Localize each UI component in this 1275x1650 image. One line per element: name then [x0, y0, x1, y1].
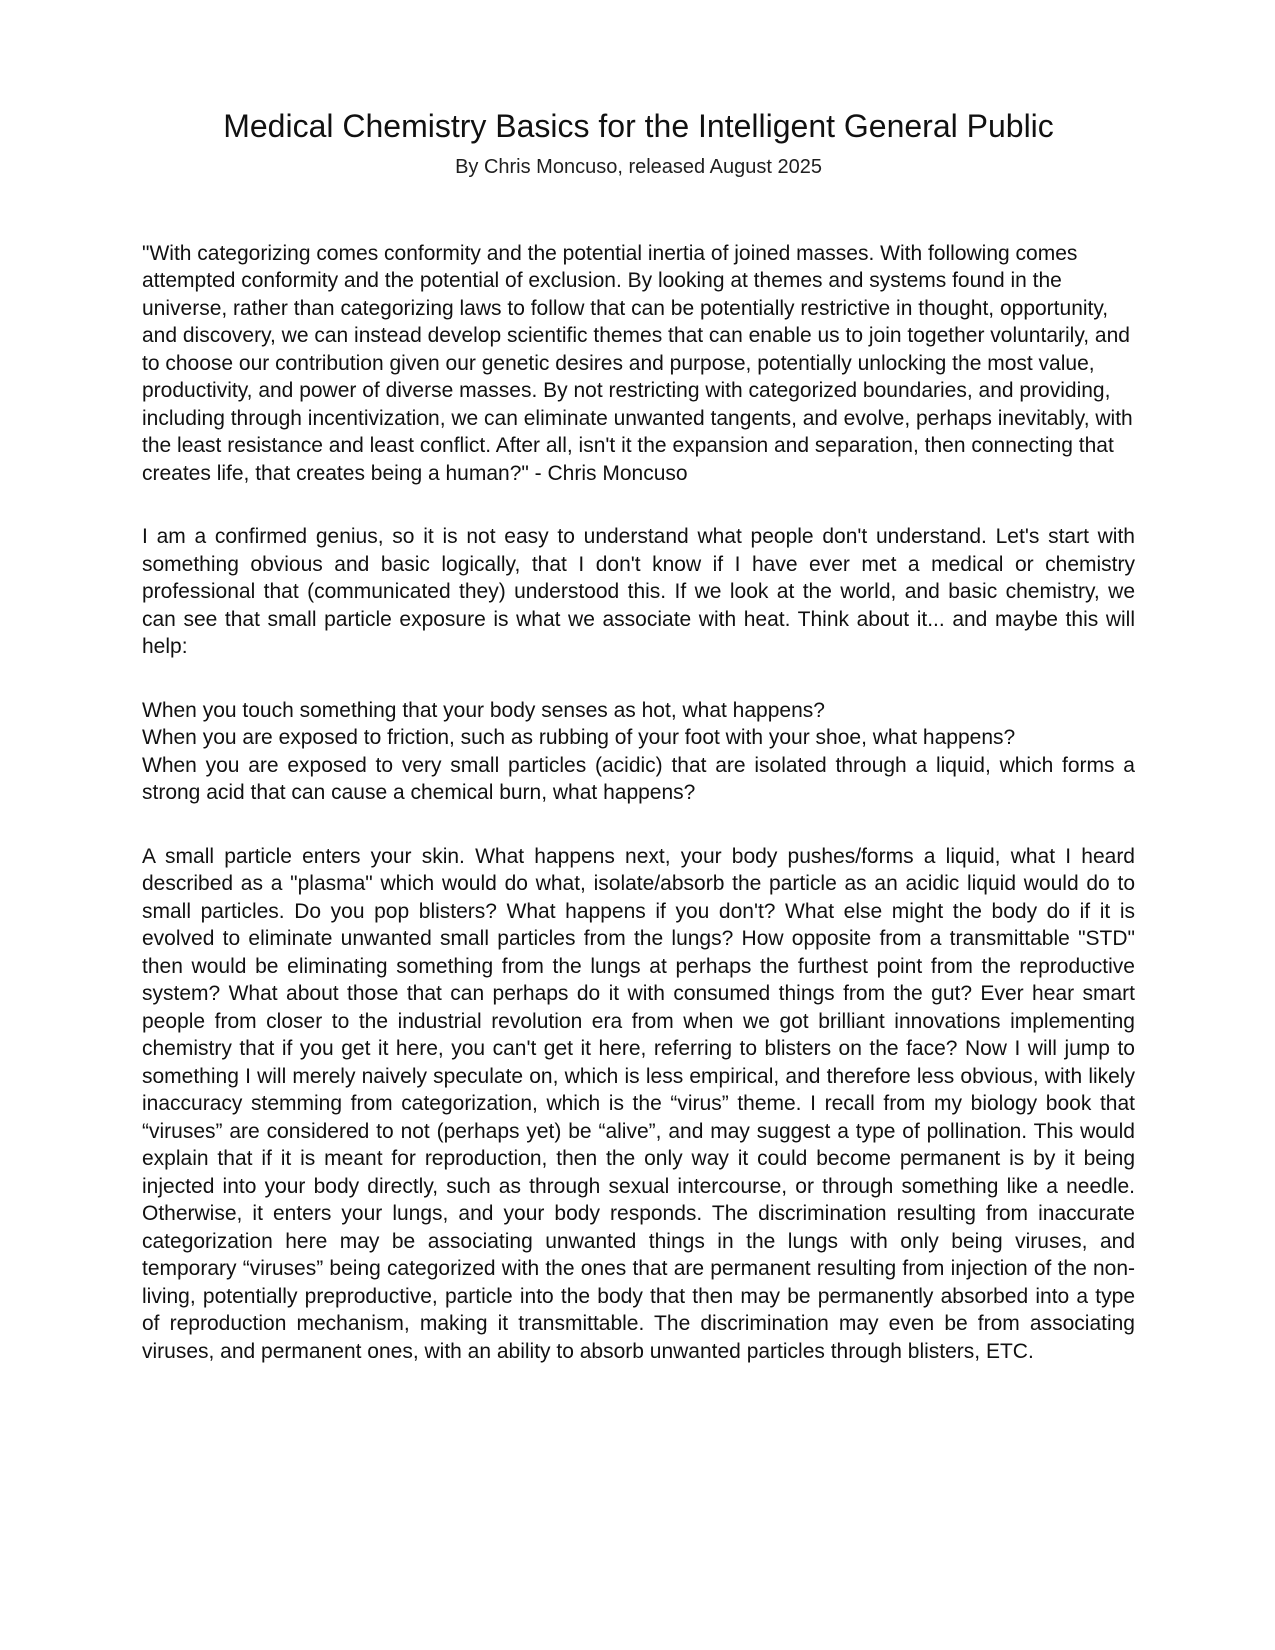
- question-line-2: When you are exposed to friction, such as rubbing of your foot with your shoe, what happens?: [142, 726, 1016, 750]
- questions-block: [142, 697, 1135, 807]
- question-line-3: When you are exposed to very small particles (acidic) that are isolated through a liquid, which forms a strong acid that can cause a chemical burn, what happens?: [142, 753, 1135, 805]
- document-title: Medical Chemistry Basics for the Intelligent General Public: [223, 108, 1054, 144]
- quote-paragraph: "With categorizing comes conformity and the potential inertia of joined masses. With following comes attempted conformity and the potential of exclusion. By looking at themes and systems found in the universe, rather than categorizing laws to follow that can be potentially restrictive in thought, opportunity, and discovery, we can instead develop scientific themes that can enable us to join together voluntarily, and to choose our contribution given our genetic desires and purpose, potentially unlocking the most value, productivity, and power of diverse masses. By not restricting with categorized boundaries, and providing, including through incentivization, we can eliminate unwanted tangents, and evolve, perhaps inevitably, with the least resistance and least conflict. After all, isn't it the expansion and separation, then connecting that creates life, that creates being a human?" - Chris Moncuso: [142, 241, 1133, 485]
- intro-paragraph: I am a confirmed genius, so it is not easy to understand what people don't understand. Let's start with something obvious and basic logically, that I don't know if I have ever met a medical or chemistry professional that (communicated they) understood this. If we look at the world, and basic chemistry, we can see that small particle exposure is what we associate with heat. Think about it... and maybe this will help:: [142, 525, 1135, 659]
- main-paragraph: A small particle enters your skin. What happens next, your body pushes/forms a liquid, what I heard described as a "plasma" which would do what, isolate/absorb the particle as an acidic liquid would do to small particles. Do you pop blisters? What happens if you don't? What else might the body do if it is evolved to eliminate unwanted small particles from the lungs? How opposite from a transmittable "STD" then would be eliminating something from the lungs at perhaps the furthest point from the reproductive system? What about those that can perhaps do it with consumed things from the gut? Ever hear smart people from closer to the industrial revolution era from when we got brilliant innovations implementing chemistry that if you get it here, you can't get it here, referring to blisters on the face? Now I will jump to something I will merely naively speculate on, which is less empirical, and therefore less obvious, with likely inaccuracy stemming from categorization, which is the “virus” theme. I recall from my biology book that “viruses” are considered to not (perhaps yet) be “alive”, and may suggest a type of pollination. This would explain that if it is meant for reproduction, then the only way it could become permanent is by it being injected into your body directly, such as through sexual intercourse, or through something like a needle. Otherwise, it enters your lungs, and your body responds. The discrimination resulting from inaccurate categorization here may be associating unwanted things in the lungs with only being viruses, and temporary “viruses” being categorized with the ones that are permanent resulting from injection of the non-living, potentially preproductive, particle into the body that then may be permanently absorbed into a type of reproduction mechanism, making it transmittable. The discrimination may even be from associating viruses, and permanent ones, with an ability to absorb unwanted particles through blisters, ETC.: [142, 844, 1135, 1363]
- question-line-1: When you touch something that your body senses as hot, what happens?: [142, 698, 825, 722]
- document-byline: By Chris Moncuso, released August 2025: [455, 155, 822, 178]
